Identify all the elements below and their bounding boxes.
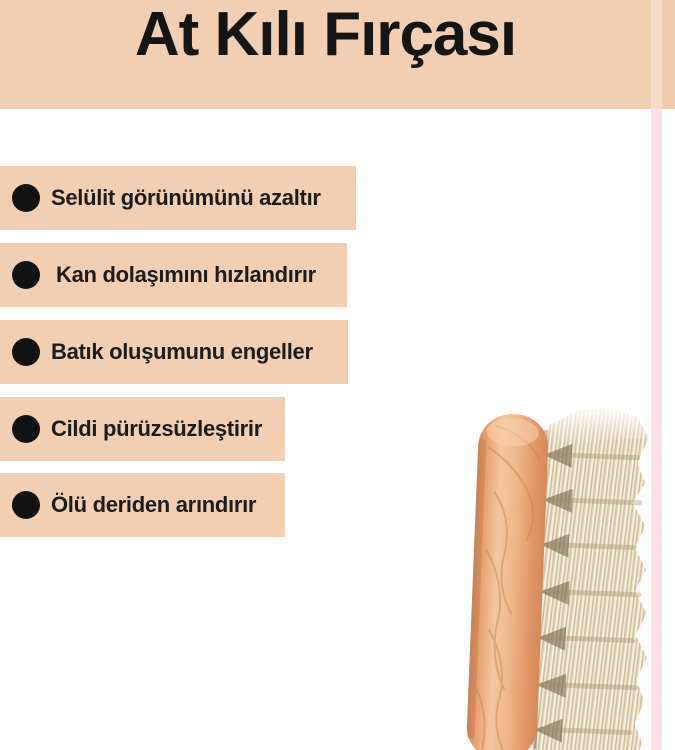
page-title: At Kılı Fırçası: [134, 0, 517, 69]
feature-item: [0, 166, 356, 230]
bullet-circle-icon: [12, 491, 40, 519]
feature-item: [0, 397, 285, 461]
brush-bristles: [533, 406, 656, 750]
brush-wood-handle: [466, 413, 550, 750]
bullet-circle-icon: [12, 415, 40, 443]
feature-label: Kan dolaşımını hızlandırır: [56, 262, 316, 287]
gutter-strip-header: [651, 0, 662, 109]
next-slide-header-sliver: [662, 0, 675, 109]
bullet-circle-icon: [12, 261, 40, 289]
bullet-circle-icon: [12, 184, 40, 212]
feature-item: [0, 473, 285, 537]
product-photo-horse-hair-brush-image: [448, 400, 660, 750]
bullet-circle-icon: [12, 338, 40, 366]
feature-item: [0, 320, 348, 384]
feature-label: Ölü deriden arındırır: [51, 492, 257, 517]
feature-label: Selülit görünümünü azaltır: [51, 185, 321, 210]
feature-item: [0, 243, 347, 307]
feature-label: Batık oluşumunu engeller: [51, 339, 313, 364]
feature-label: Cildi pürüzsüzleştirir: [51, 416, 262, 441]
